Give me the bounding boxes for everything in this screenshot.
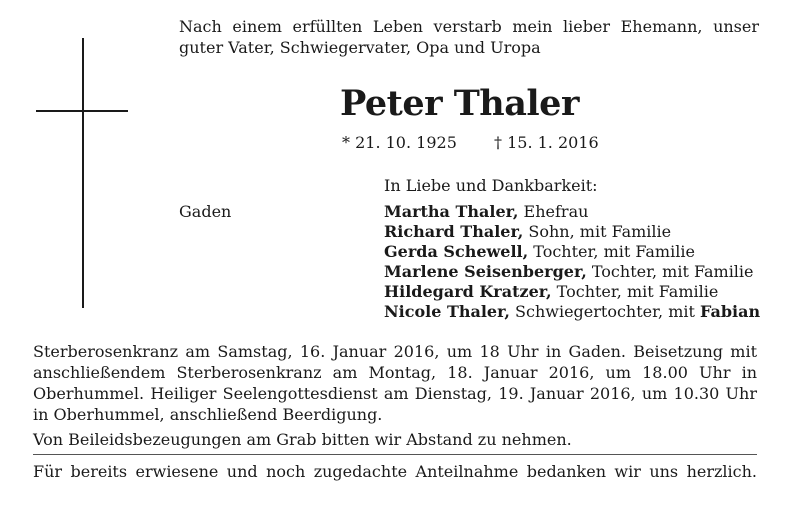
mourner-row	[384, 262, 760, 282]
mourner-name: Hildegard Kratzer,	[384, 282, 552, 301]
mourner-relation: Ehefrau	[518, 202, 589, 221]
mourner-extra-name: Fabian	[700, 302, 761, 321]
place-name: Gaden	[179, 202, 232, 221]
services-text: Sterberosenkranz am Samstag, 16. Januar 2016, um 18 Uhr in Gaden. Beisetzung mit anschließendem Sterberosenkranz am Montag, 18. Januar 2016, um 18.00 Uhr in Oberhummel. Heiliger Seelengottesdienst am Dienstag, 19. Januar 2016, um 10.30 Uhr in Oberhummel, anschließend Beerdigung.	[33, 342, 757, 424]
intro-text: Nach einem erfüllten Leben verstarb mein lieber Ehemann, unser guter Vater, Schwiegervater, Opa und Uropa	[179, 17, 759, 57]
cross-icon	[82, 38, 84, 308]
mourner-row	[384, 282, 760, 302]
mourner-name: Martha Thaler,	[384, 202, 519, 221]
mourner-relation: Sohn, mit Familie	[523, 222, 672, 241]
mourners-heading: In Liebe und Dankbarkeit:	[384, 176, 598, 195]
mourner-relation: Tochter, mit Familie	[551, 282, 719, 301]
birth-date: * 21. 10. 1925	[342, 133, 457, 152]
condolence-note: Von Beileidsbezeugungen am Grab bitten wir Abstand zu nehmen.	[33, 430, 572, 449]
death-date: † 15. 1. 2016	[494, 133, 599, 152]
mourner-relation: Tochter, mit Familie	[528, 242, 695, 261]
deceased-name: Peter Thaler	[340, 83, 579, 124]
mourner-row	[384, 222, 760, 242]
divider	[33, 454, 757, 455]
mourner-row	[384, 242, 760, 262]
thanks-text: Für bereits erwiesene und noch zugedachte Anteilnahme bedanken wir uns herzlich.	[33, 462, 757, 481]
mourner-name: Gerda Schewell,	[384, 242, 529, 261]
mourners-block	[384, 176, 760, 322]
mourner-name: Nicole Thaler,	[384, 302, 510, 321]
service-details	[33, 341, 757, 450]
mourner-name: Richard Thaler,	[384, 222, 524, 241]
mourner-relation: Schwiegertochter, mit	[509, 302, 700, 321]
mourner-name: Marlene Seisenberger,	[384, 262, 587, 281]
mourner-row	[384, 302, 760, 322]
mourner-row	[384, 202, 760, 222]
cross-icon-bar	[36, 110, 128, 112]
mourner-relation: Tochter, mit Familie	[586, 262, 754, 281]
